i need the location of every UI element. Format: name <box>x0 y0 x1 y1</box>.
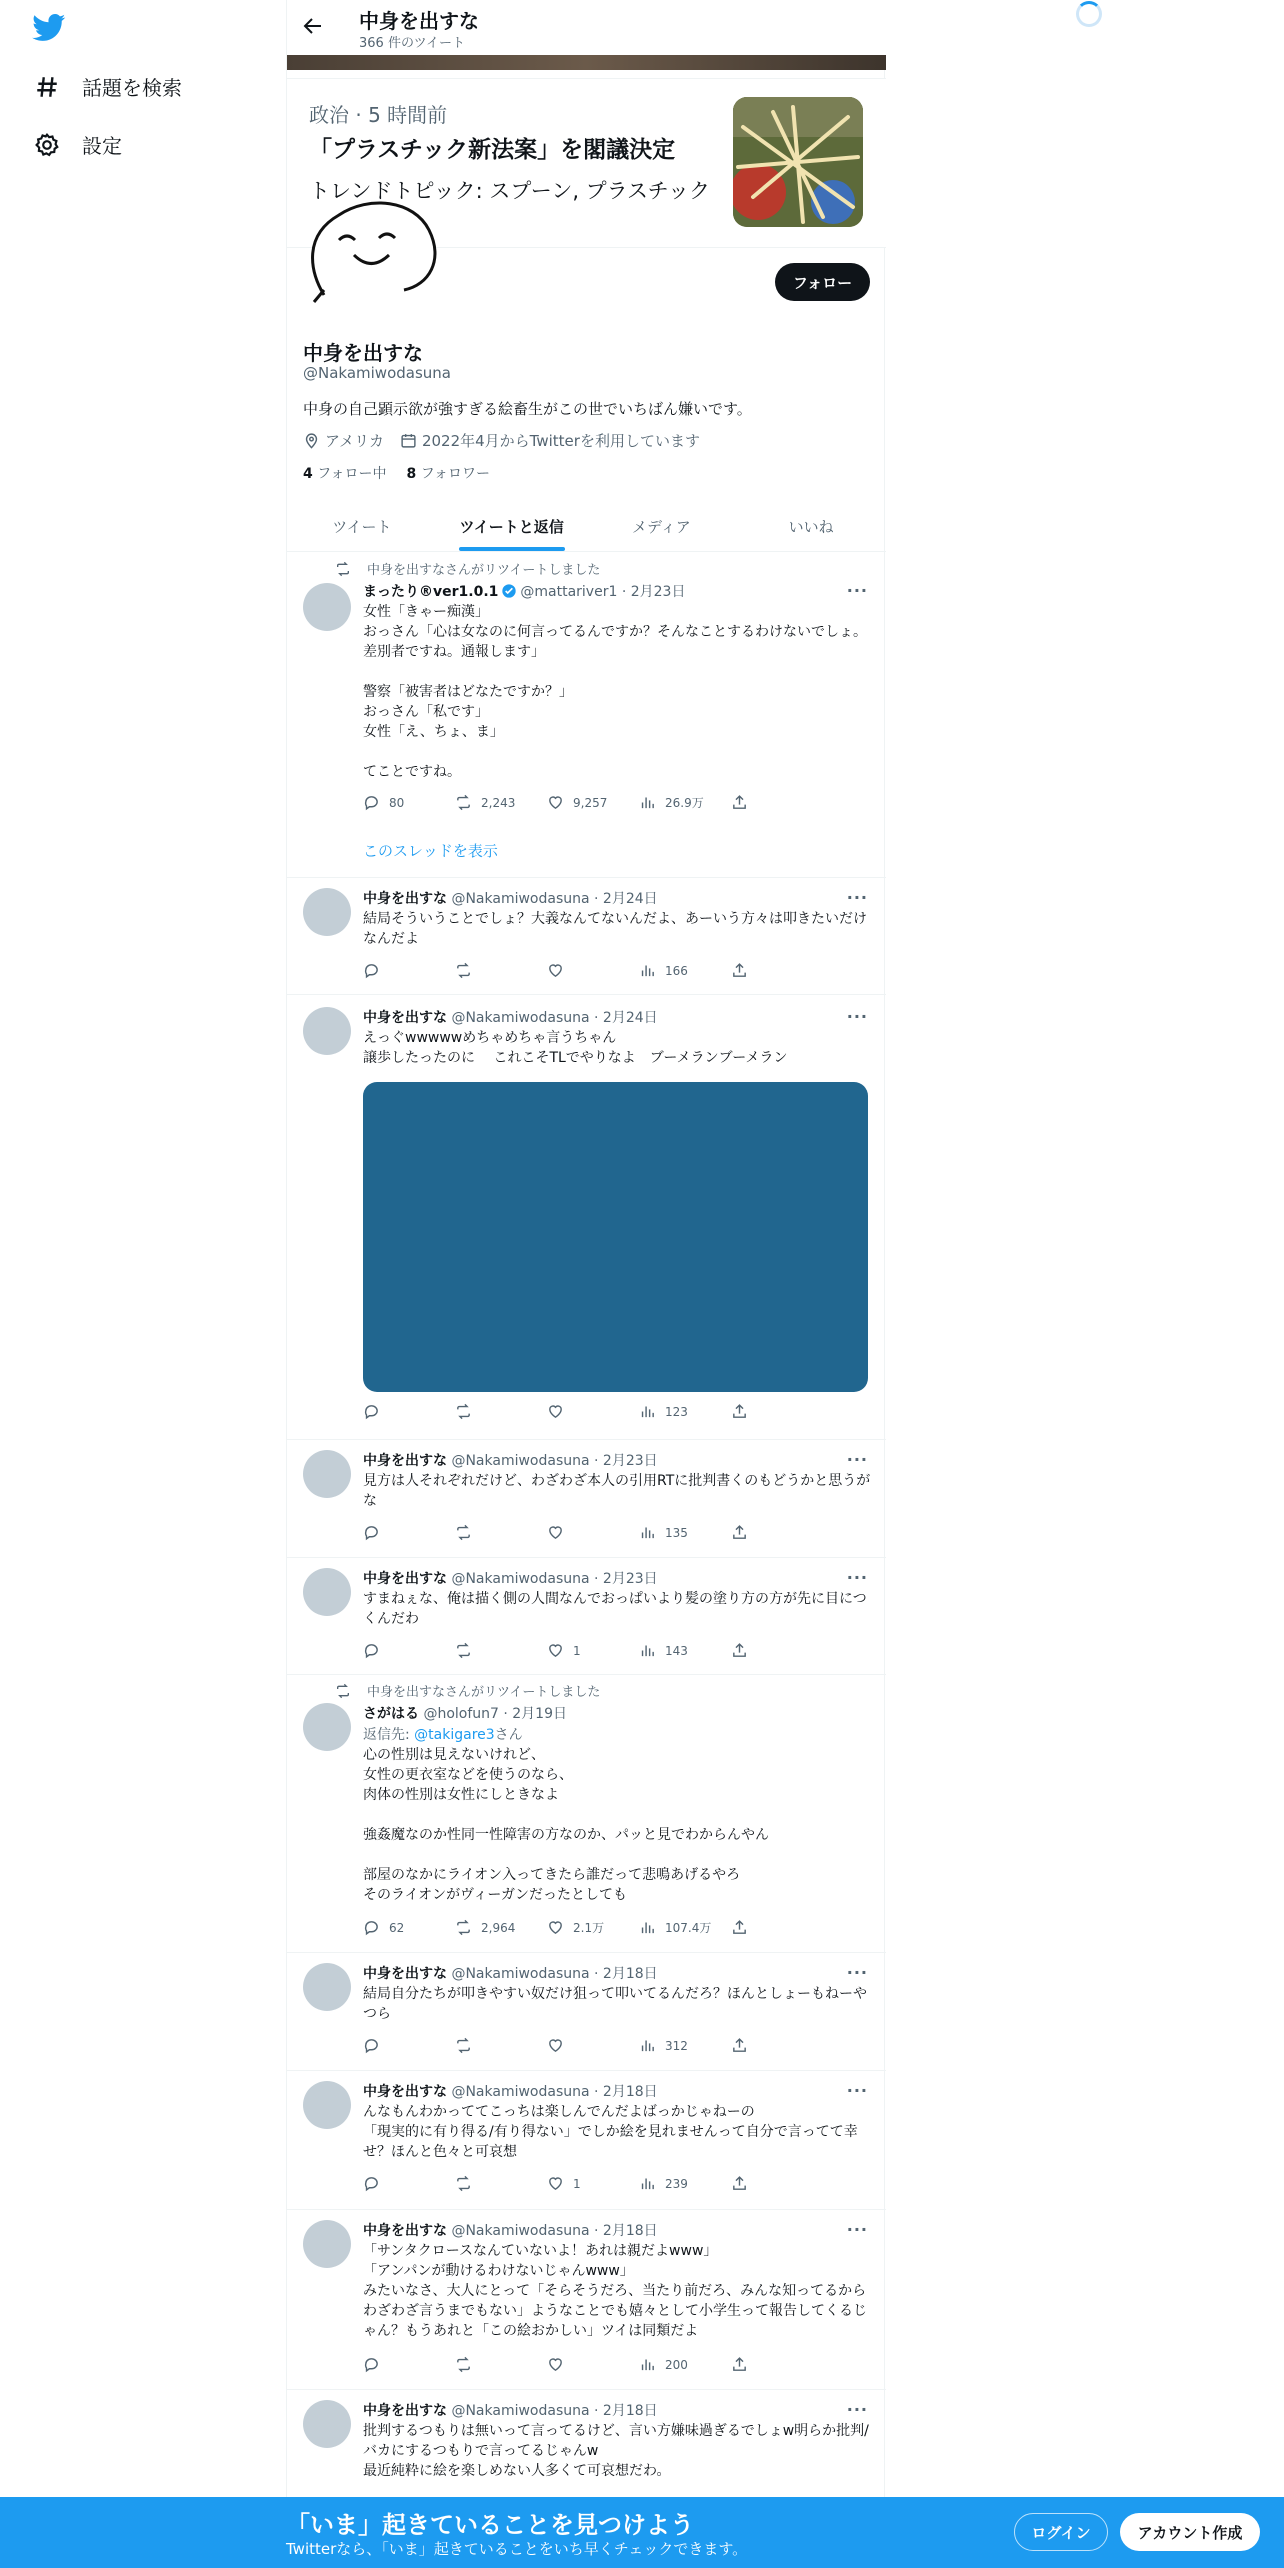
retweet-icon <box>455 794 472 811</box>
loading-spinner-icon <box>1076 1 1102 27</box>
retweet-indicator <box>335 559 600 578</box>
tweet-text: 批判するつもりは無いって言ってるけど、言い方嫌味過ぎるでしょw明らか批判/バカにするつもりで言ってるじゃんw 最近純粋に絵を楽しめない人多くて可哀想だわ。 <box>363 2423 869 2479</box>
heart-icon <box>547 1403 564 1420</box>
share-icon <box>731 794 748 811</box>
tweet[interactable] <box>287 553 886 878</box>
gear-icon <box>34 132 60 158</box>
reply-to-suffix: さん <box>494 1727 523 1743</box>
profile-handle: @Nakamiwodasuna <box>303 364 451 382</box>
like-button[interactable] <box>547 1642 639 1659</box>
avatar[interactable] <box>303 2400 351 2448</box>
tweet-header <box>363 1963 658 1983</box>
more-options-icon[interactable]: ··· <box>846 581 868 600</box>
view-count: 239 <box>665 2176 688 2191</box>
view-count: 200 <box>665 2357 688 2372</box>
avatar[interactable] <box>303 1703 351 1751</box>
reply-icon <box>363 1524 380 1541</box>
reply-icon <box>363 794 380 811</box>
like-count: 2.1万 <box>573 1921 605 1935</box>
more-options-icon[interactable]: ··· <box>846 2081 868 2100</box>
avatar[interactable] <box>303 1963 351 2011</box>
tweet-handle-date[interactable]: @mattariver1 · 2月23日 <box>520 584 686 600</box>
views-button[interactable] <box>639 2175 731 2192</box>
nav-explore[interactable] <box>34 72 182 101</box>
tweet-actions <box>363 1403 823 1420</box>
tweet-handle-date[interactable]: @Nakamiwodasuna · 2月18日 <box>451 1966 658 1982</box>
retweet-button[interactable] <box>455 1642 547 1659</box>
analytics-icon <box>639 1524 656 1541</box>
tweet[interactable] <box>287 1953 886 2071</box>
tweet[interactable] <box>287 1558 886 1675</box>
reply-icon <box>363 1642 380 1659</box>
reply-button[interactable] <box>363 2356 455 2373</box>
tweet-header <box>363 1007 658 1027</box>
tweet-author-name[interactable]: 中身を出すな <box>363 2223 447 2239</box>
like-button[interactable] <box>547 2037 639 2054</box>
share-button[interactable] <box>731 1642 823 1659</box>
share-button[interactable] <box>731 1403 823 1420</box>
retweet-icon <box>335 1683 351 1699</box>
tweet-author-name[interactable]: 中身を出すな <box>363 2403 447 2419</box>
share-button[interactable] <box>731 2356 823 2373</box>
tweet[interactable] <box>287 2210 886 2390</box>
header-title: 中身を出すな <box>359 9 479 33</box>
heart-icon <box>547 2175 564 2192</box>
like-count: 1 <box>573 1643 581 1658</box>
tweet-handle-date[interactable]: @Nakamiwodasuna · 2月23日 <box>451 1571 658 1587</box>
like-button[interactable] <box>547 1919 639 1936</box>
tweet-text: えっぐwwwwwめちゃめちゃ言うちゃん 譲歩したったのに これこそTLでやりなよ ブーメランブーメラン <box>363 1030 788 1066</box>
nav-explore-label: 話題を検索 <box>82 76 182 100</box>
more-options-icon[interactable]: ··· <box>846 888 868 907</box>
tweet-header <box>363 2400 658 2420</box>
verified-badge-icon <box>501 583 517 599</box>
tweet-text: すまねぇな、俺は描く側の人間なんでおっぱいより髪の塗り方の方が先に目につくんだわ <box>363 1591 867 1627</box>
like-button[interactable] <box>547 962 639 979</box>
retweet-indicator-text: 中身を出すなさんがリツイートしました <box>367 563 601 578</box>
calendar-icon <box>400 432 417 449</box>
retweet-button[interactable] <box>455 794 547 811</box>
share-button[interactable] <box>731 1524 823 1541</box>
profile-header <box>287 0 886 55</box>
view-count: 143 <box>665 1643 688 1658</box>
more-options-icon[interactable]: ··· <box>846 2220 868 2239</box>
avatar[interactable] <box>303 1450 351 1498</box>
tweet-text: 結局自分たちが叩きやすい奴だけ狙って叩いてるんだろ？ほんとしょーもねーやつら <box>363 1986 867 2022</box>
retweet-icon <box>455 2175 472 2192</box>
more-options-icon[interactable]: ··· <box>846 1450 868 1469</box>
share-icon <box>731 1524 748 1541</box>
tweet-handle-date[interactable]: @Nakamiwodasuna · 2月24日 <box>451 891 658 907</box>
tweet-actions <box>363 794 823 811</box>
retweet-count: 2,243 <box>481 795 516 810</box>
tweet-text: んなもんわかっててこっちは楽しんでんだよばっかじゃねーの 「現実的に有り得る/有り得ない」でしか絵を見れませんって自分で言ってて幸せ？ほんと色々と可哀想 <box>363 2104 858 2160</box>
analytics-icon <box>639 2175 656 2192</box>
reply-button[interactable] <box>363 1524 455 1541</box>
tweet-actions <box>363 1524 823 1541</box>
share-button[interactable] <box>731 2175 823 2192</box>
profile-bio: 中身の自己顕示欲が強すぎる絵畜生がこの世でいちばん嫌いです。 <box>303 400 752 418</box>
tweet[interactable] <box>287 1440 886 1558</box>
reply-button[interactable] <box>363 1919 455 1936</box>
nav-settings-label: 設定 <box>82 134 122 158</box>
profile-location <box>303 430 384 451</box>
profile-joined-text: 2022年4月からTwitterを利用しています <box>421 432 700 450</box>
more-options-icon[interactable]: ··· <box>846 1963 868 1982</box>
analytics-icon <box>639 2037 656 2054</box>
trend-meta: 政治 · 5 時間前 <box>309 103 448 127</box>
share-button[interactable] <box>731 794 823 811</box>
reply-button[interactable] <box>363 794 455 811</box>
share-button[interactable] <box>731 2037 823 2054</box>
view-count: 166 <box>665 963 688 978</box>
retweet-icon <box>455 962 472 979</box>
avatar[interactable] <box>303 583 351 631</box>
reply-icon <box>363 962 380 979</box>
tweet-actions <box>363 2175 823 2192</box>
analytics-icon <box>639 1642 656 1659</box>
heart-icon <box>547 794 564 811</box>
profile-meta <box>303 430 700 451</box>
retweet-button[interactable] <box>455 1403 547 1420</box>
retweet-icon <box>455 2356 472 2373</box>
tweet-header <box>363 888 658 908</box>
heart-icon <box>547 962 564 979</box>
tweet-actions <box>363 1642 823 1659</box>
view-count: 135 <box>665 1525 688 1540</box>
tab-tweets[interactable]: ツイート <box>332 518 392 536</box>
location-pin-icon <box>303 432 320 449</box>
show-thread-link[interactable]: このスレッドを表示 <box>363 842 498 860</box>
retweet-button[interactable] <box>455 2356 547 2373</box>
tab-tweets-and-replies[interactable]: ツイートと返信 <box>437 502 587 551</box>
following-stat[interactable] <box>303 463 387 483</box>
like-button[interactable] <box>547 1403 639 1420</box>
like-button[interactable] <box>547 794 639 811</box>
tweet-header <box>363 1703 567 1723</box>
trend-title: 「プラスチック新法案」を閣議決定 <box>309 137 676 163</box>
tweet-handle-date[interactable]: @Nakamiwodasuna · 2月24日 <box>451 1010 658 1026</box>
retweet-icon <box>335 561 351 577</box>
trend-topic: トレンドトピック: スプーン, プラスチック <box>309 179 711 203</box>
profile-stats <box>303 463 490 483</box>
tweet[interactable] <box>287 2390 886 2497</box>
profile-location-text: アメリカ <box>325 432 384 450</box>
avatar[interactable] <box>303 888 351 936</box>
signup-banner <box>0 2497 1284 2568</box>
tweet-handle-date[interactable]: @holofun7 · 2月19日 <box>423 1706 568 1722</box>
analytics-icon <box>639 2356 656 2373</box>
back-arrow-icon[interactable] <box>301 14 325 38</box>
share-icon <box>731 2037 748 2054</box>
followers-stat[interactable] <box>407 463 491 483</box>
tweet-media[interactable] <box>363 1082 868 1392</box>
more-options-icon[interactable]: ··· <box>846 1007 868 1026</box>
tweet[interactable] <box>287 1675 886 1953</box>
share-icon <box>731 1919 748 1936</box>
share-icon <box>731 1642 748 1659</box>
more-options-icon[interactable]: ··· <box>846 1568 868 1587</box>
reply-icon <box>363 1919 380 1936</box>
analytics-icon <box>639 1403 656 1420</box>
reply-to-prefix: 返信先: <box>363 1727 415 1743</box>
retweet-icon <box>455 1403 472 1420</box>
reply-count: 80 <box>389 795 405 810</box>
tweet-header <box>363 581 685 601</box>
reply-icon <box>363 2037 380 2054</box>
retweet-icon <box>455 1919 472 1936</box>
tweet-header <box>363 1568 658 1588</box>
reply-to-link[interactable]: @takigare3 <box>414 1727 495 1743</box>
header-tweet-count: 366 件のツイート <box>359 36 466 51</box>
like-count: 9,257 <box>573 795 608 810</box>
tweet-header <box>363 2220 658 2240</box>
tweet-author-name[interactable]: 中身を出すな <box>363 1010 447 1026</box>
share-icon <box>731 1403 748 1420</box>
retweet-count: 2,964 <box>481 1920 516 1935</box>
reply-button[interactable] <box>363 962 455 979</box>
profile-joined <box>400 430 700 451</box>
share-icon <box>731 2356 748 2373</box>
tweet-text: 「サンタクロースなんていないよ！あれは親だよwww」 「アンパンが動けるわけないじゃんwww」 みたいなさ、大人にとって「そらそうだろ、当たり前だろ、みんな知ってるからわざわざ言うまでもない」ようなことでも嬉々として小学生って報告してくるじゃん？もうあれと「この絵おかしい」ツイは同類だよ <box>363 2243 867 2339</box>
tweet-author-name[interactable]: 中身を出すな <box>363 1966 447 1982</box>
reply-button[interactable] <box>363 2175 455 2192</box>
retweet-button[interactable] <box>455 1524 547 1541</box>
hashtag-icon <box>34 74 60 100</box>
views-button[interactable] <box>639 1524 731 1541</box>
followers-count: 8 <box>406 466 417 482</box>
tweet-actions <box>363 1919 823 1936</box>
nav-settings[interactable] <box>34 130 122 159</box>
avatar[interactable] <box>303 2081 351 2129</box>
reply-icon <box>363 2175 380 2192</box>
tweet-text: 結局そういうことでしょ？大義なんてないんだよ、あーいう方々は叩きたいだけなんだよ <box>363 911 867 947</box>
tweet[interactable] <box>287 878 886 995</box>
tweet[interactable] <box>287 2071 886 2210</box>
tweet[interactable] <box>287 995 886 1440</box>
tweet-actions <box>363 962 823 979</box>
profile-tabs <box>287 502 886 552</box>
tweet-handle-date[interactable]: @Nakamiwodasuna · 2月18日 <box>451 2084 658 2100</box>
following-count: 4 <box>303 466 313 482</box>
avatar[interactable] <box>303 1568 351 1616</box>
reply-button[interactable] <box>363 1403 455 1420</box>
tweet-header <box>363 1450 658 1470</box>
retweet-button[interactable] <box>455 2175 547 2192</box>
tweet-header <box>363 2081 658 2101</box>
reply-icon <box>363 1403 380 1420</box>
tweet-author-name[interactable]: 中身を出すな <box>363 1571 447 1587</box>
share-button[interactable] <box>731 1919 823 1936</box>
heart-icon <box>547 2356 564 2373</box>
tweet-author-name[interactable]: さがはる <box>363 1706 419 1722</box>
retweet-button[interactable] <box>455 1919 547 1936</box>
views-button[interactable] <box>639 1403 731 1420</box>
retweet-indicator <box>335 1681 600 1700</box>
profile-column <box>286 0 885 2568</box>
views-button[interactable] <box>639 1919 731 1936</box>
follow-button[interactable]: フォロー <box>775 263 870 301</box>
tweet-text: 見方は人それぞれだけど、わざわざ本人の引用RTに批判書くのもどうかと思うがな <box>363 1473 871 1509</box>
view-count: 107.4万 <box>665 1921 712 1935</box>
share-icon <box>731 2175 748 2192</box>
reply-icon <box>363 2356 380 2373</box>
analytics-icon <box>639 962 656 979</box>
retweet-button[interactable] <box>455 962 547 979</box>
retweet-button[interactable] <box>455 2037 547 2054</box>
view-count: 26.9万 <box>665 796 704 810</box>
tweet-text: 心の性別は見えないけれど、 女性の更衣室などを使うのなら、 肉体の性別は女性にしときなよ 強姦魔なのか性同一性障害の方なのか、パッと見でわからんやん 部屋のなかにライオン入ってきたら誰だって悲鳴あげるやろ そのライオンがヴィーガンだったとしても <box>363 1747 769 1903</box>
tab-likes[interactable]: いいね <box>788 518 834 536</box>
like-button[interactable] <box>547 2175 639 2192</box>
views-button[interactable] <box>639 2037 731 2054</box>
tab-media[interactable]: メディア <box>631 518 691 536</box>
reply-button[interactable] <box>363 2037 455 2054</box>
heart-icon <box>547 1642 564 1659</box>
avatar[interactable] <box>303 2220 351 2268</box>
view-count: 312 <box>665 2038 688 2053</box>
tweet-actions <box>363 2037 823 2054</box>
trend-thumbnail <box>733 97 863 227</box>
like-button[interactable] <box>547 1524 639 1541</box>
view-count: 123 <box>665 1404 688 1419</box>
views-button[interactable] <box>639 962 731 979</box>
tweet-author-name[interactable]: 中身を出すな <box>363 891 447 907</box>
login-button[interactable]: ログイン <box>1014 2513 1108 2551</box>
heart-icon <box>547 2037 564 2054</box>
more-options-icon[interactable]: ··· <box>846 2400 868 2419</box>
twitter-logo-icon[interactable] <box>32 14 66 42</box>
tweet-handle-date[interactable]: @Nakamiwodasuna · 2月18日 <box>451 2223 658 2239</box>
tweet-author-name[interactable]: 中身を出すな <box>363 1453 447 1469</box>
tweet-actions <box>363 2356 823 2373</box>
like-count: 1 <box>573 2176 581 2191</box>
signup-button[interactable]: アカウント作成 <box>1120 2513 1260 2551</box>
tweet-author-name[interactable]: まったり®ver1.0.1 <box>363 584 499 600</box>
reply-count: 62 <box>389 1920 405 1935</box>
left-nav <box>0 0 286 2568</box>
reply-button[interactable] <box>363 1642 455 1659</box>
profile-avatar[interactable] <box>299 190 449 310</box>
avatar[interactable] <box>303 1007 351 1055</box>
share-button[interactable] <box>731 962 823 979</box>
views-button[interactable] <box>639 1642 731 1659</box>
profile-name: 中身を出すな <box>303 341 423 365</box>
profile-banner[interactable] <box>287 55 886 70</box>
tweet-text: 女性「きゃー痴漢」 おっさん「心は女なのに何言ってるんですか？そんなことするわけないでしょ。差別者ですね。通報します」 警察「被害者はどなたですか？」 おっさん「私です」 女性「え、ちょ、ま」 てことですね。 <box>363 604 867 780</box>
analytics-icon <box>639 1919 656 1936</box>
tweet-handle-date[interactable]: @Nakamiwodasuna · 2月18日 <box>451 2403 658 2419</box>
retweet-indicator-text: 中身を出すなさんがリツイートしました <box>367 1685 601 1700</box>
views-button[interactable] <box>639 2356 731 2373</box>
share-icon <box>731 962 748 979</box>
retweet-icon <box>455 2037 472 2054</box>
analytics-icon <box>639 794 656 811</box>
tweet-author-name[interactable]: 中身を出すな <box>363 2084 447 2100</box>
signup-banner-title: 「いま」起きていることを見つけよう <box>286 2511 694 2539</box>
reply-to-line <box>363 1724 523 1744</box>
heart-icon <box>547 1524 564 1541</box>
retweet-icon <box>455 1642 472 1659</box>
following-label: フォロー中 <box>317 466 387 482</box>
signup-banner-subtitle: Twitterなら、「いま」起きていることをいち早くチェックできます。 <box>286 2540 748 2558</box>
retweet-icon <box>455 1524 472 1541</box>
like-button[interactable] <box>547 2356 639 2373</box>
tweet-handle-date[interactable]: @Nakamiwodasuna · 2月23日 <box>451 1453 658 1469</box>
heart-icon <box>547 1919 564 1936</box>
followers-label: フォロワー <box>420 466 491 482</box>
views-button[interactable] <box>639 794 731 811</box>
